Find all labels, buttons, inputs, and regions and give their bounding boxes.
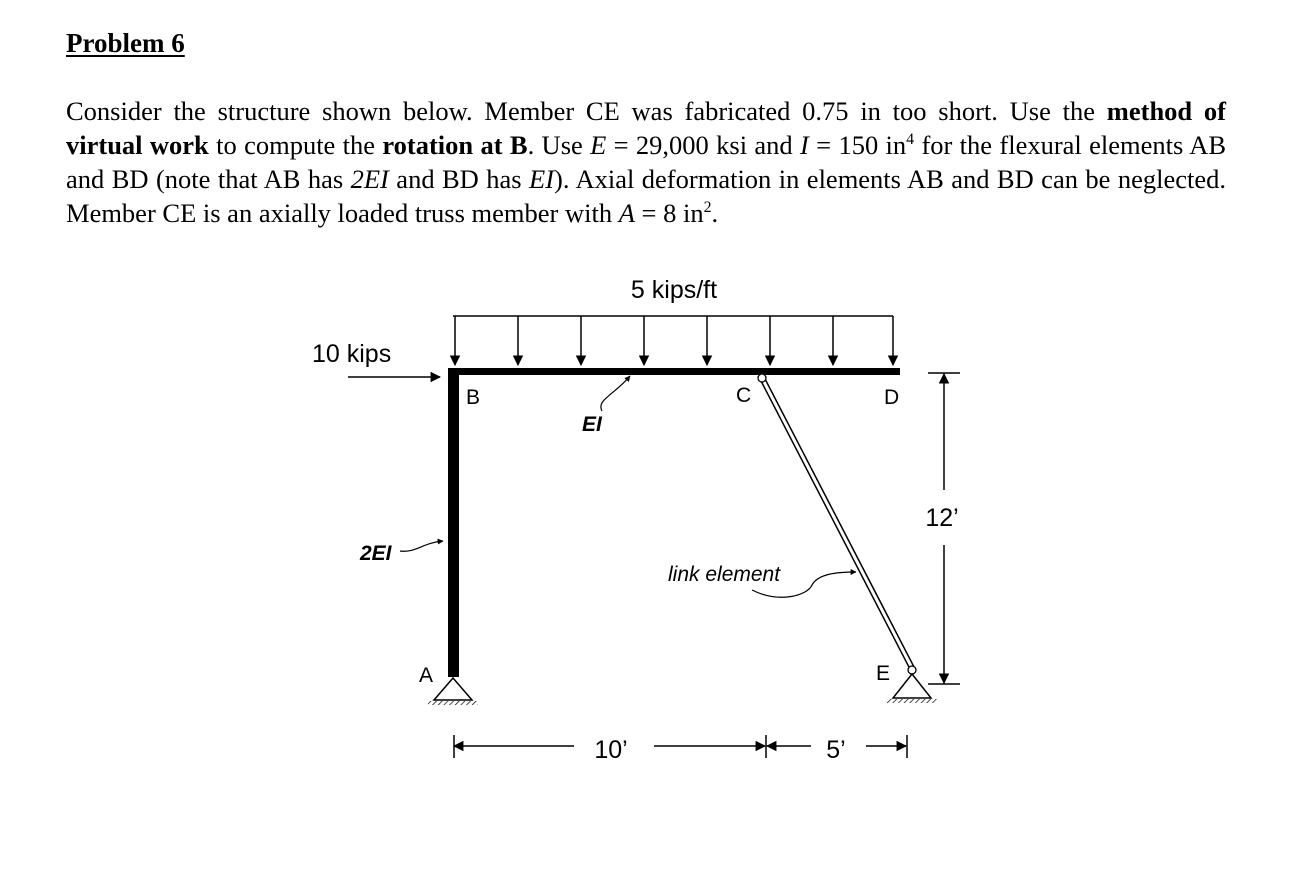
node-e-label: E (876, 662, 891, 685)
pin-support-e (887, 674, 937, 703)
text-segment: = 29,000 ksi and (606, 130, 800, 160)
node-d-label: D (884, 386, 900, 409)
dim-12-label: 12’ (925, 504, 959, 532)
beam-bd (448, 368, 900, 375)
var-i: I (800, 130, 809, 160)
node-c-label: C (736, 384, 752, 407)
pin-c (758, 374, 766, 382)
ei-column-label: 2EI (360, 542, 392, 565)
column-ab (448, 370, 459, 677)
dim-5-label: 5’ (826, 736, 846, 764)
ei-column-pointer (400, 541, 443, 551)
node-a-label: A (419, 664, 434, 687)
var-e: E (590, 130, 607, 160)
text-segment: = 150 in (808, 130, 907, 160)
text-segment: ). Axial deformation in elements AB and BD can be neglected. Member CE is an axially loaded truss member with (66, 164, 1226, 228)
pin-support-a (428, 678, 478, 705)
ei-beam-pointer (601, 376, 630, 411)
text-segment: Consider the structure shown below. Member CE was fabricated 0.75 in too short. Use the (66, 96, 1107, 126)
var-ei: EI (529, 164, 555, 194)
ei-beam-label: EI (582, 413, 602, 436)
dim-10-label: 10’ (594, 736, 628, 764)
text-segment: = 8 in (634, 198, 704, 228)
superscript-4: 4 (906, 131, 915, 149)
text-segment: . Use (527, 130, 591, 160)
var-2ei: 2EI (350, 164, 389, 194)
point-load-label: 10 kips (312, 340, 392, 368)
text-segment: . (711, 198, 719, 228)
text-segment: to compute the (208, 130, 383, 160)
superscript-2: 2 (703, 199, 712, 217)
text-segment: and BD has (388, 164, 530, 194)
text-segment: for the flexural elements AB and BD (note that AB has (66, 130, 1227, 194)
bold-method: method of virtual work (66, 96, 1226, 160)
var-a: A (618, 198, 635, 228)
bold-rotation: rotation at B (382, 130, 528, 160)
problem-title: Problem 6 (66, 28, 185, 58)
distributed-load (453, 316, 893, 365)
link-element-label: link element (668, 563, 781, 586)
distributed-load-label: 5 kips/ft (630, 276, 718, 304)
link-element-ce (762, 378, 912, 668)
node-b-label: B (466, 386, 481, 409)
